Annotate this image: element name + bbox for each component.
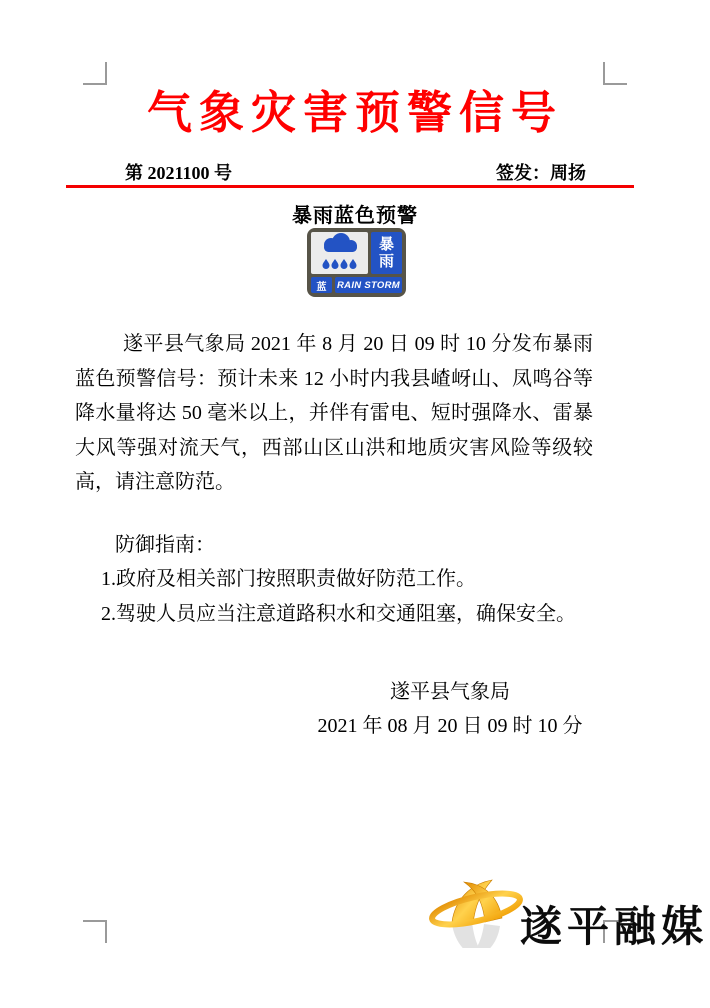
document-number: 第 2021100 号 bbox=[125, 163, 233, 183]
signature-block bbox=[270, 675, 630, 743]
rainstorm-warning-icon bbox=[307, 228, 406, 297]
rain-cloud-icon bbox=[311, 232, 368, 274]
warning-heading: 暴雨蓝色预警 bbox=[292, 205, 418, 227]
defense-guide-item: 1.政府及相关部门按照职责做好防范工作。 bbox=[101, 568, 476, 590]
media-logo-emblem-icon bbox=[428, 876, 528, 948]
document-issuer: 签发：周扬 bbox=[496, 163, 586, 183]
document-title: 气象灾害预警信号 bbox=[146, 88, 563, 138]
icon-rainstorm-characters bbox=[371, 232, 402, 274]
document-meta-row bbox=[0, 159, 710, 185]
defense-guide-item: 2.驾驶人员应当注意道路积水和交通阻塞，确保安全。 bbox=[101, 602, 576, 625]
signature-datetime: 2021 年 08 月 20 日 09 时 10 分 bbox=[317, 715, 583, 737]
icon-char-bao: 暴 bbox=[378, 236, 394, 253]
warning-body-paragraph: 遂平县气象局 2021 年 8 月 20 日 09 时 10 分发布暴雨蓝色预警信号：预计未来 12 小时内我县嵖岈山、凤鸣谷等降水量将达 50 毫米以上，并伴有雷电、短时强降水、雷暴大风等强对流天气，西部山区山洪和地质灾害风险等级较高，请注意防范。 bbox=[75, 333, 593, 493]
signature-agency: 遂平县气象局 bbox=[390, 681, 510, 703]
media-logo-text: 遂平融媒 bbox=[520, 905, 709, 951]
crop-mark-top-right-icon bbox=[603, 62, 627, 85]
icon-level-badge bbox=[311, 277, 332, 293]
icon-caption-text: RAIN STORM bbox=[337, 279, 400, 291]
red-divider-line bbox=[66, 185, 634, 188]
defense-guide bbox=[75, 528, 593, 632]
document-body bbox=[75, 327, 593, 631]
crop-mark-top-left-icon bbox=[83, 62, 107, 85]
icon-char-yu: 雨 bbox=[378, 253, 394, 270]
icon-level-char: 蓝 bbox=[316, 281, 327, 293]
icon-caption bbox=[335, 277, 402, 293]
crop-mark-bottom-left-icon bbox=[83, 920, 107, 943]
defense-guide-title: 防御指南： bbox=[115, 533, 215, 556]
media-logo bbox=[428, 876, 710, 966]
